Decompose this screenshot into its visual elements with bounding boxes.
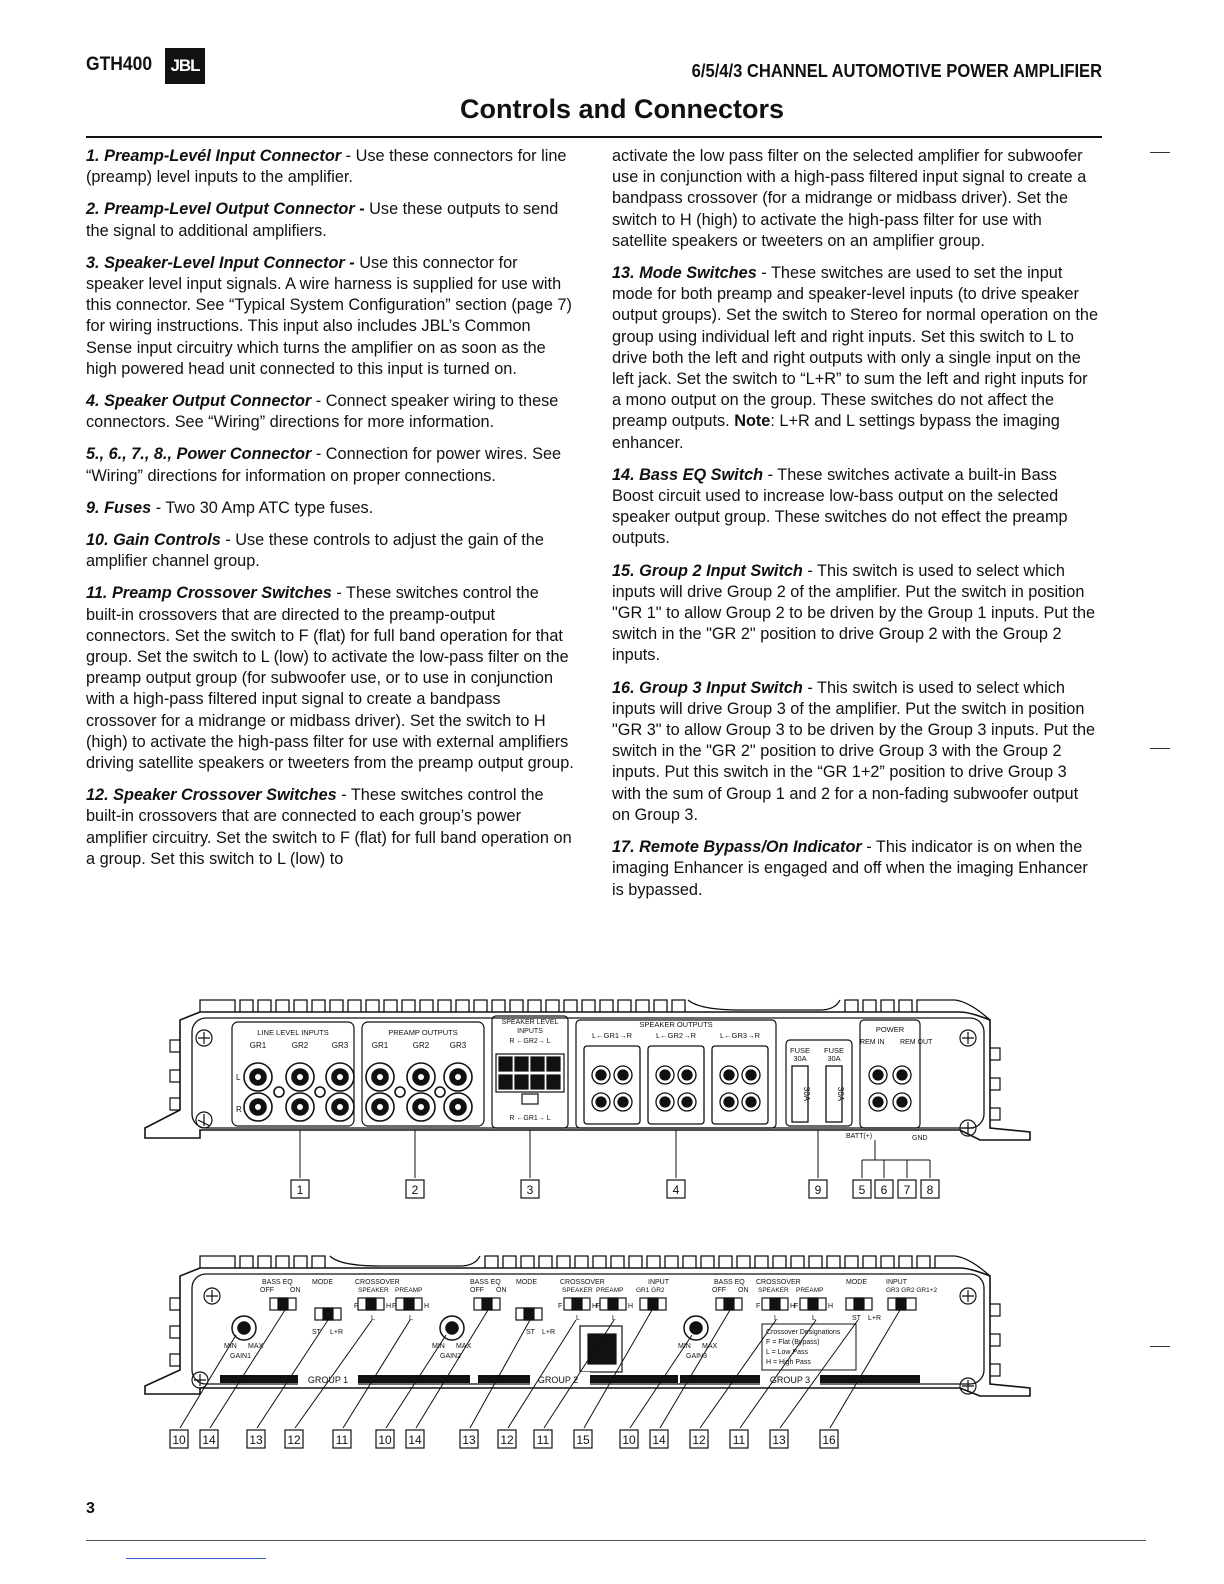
h-label: H xyxy=(790,1303,796,1310)
callout-14: 14 xyxy=(652,1433,666,1447)
off-label: OFF xyxy=(470,1287,484,1294)
item-text: - Connection for power wires. See “Wiring” directions for information on proper connections. xyxy=(86,445,562,485)
callout-11: 11 xyxy=(732,1433,746,1447)
legend-line: H = High Pass xyxy=(766,1359,811,1366)
item-title: 16. Group 3 Input Switch xyxy=(612,678,803,697)
f-label: F xyxy=(756,1303,761,1310)
speaker-label: SPEAKER xyxy=(358,1287,389,1294)
item-text: - This switch is used to select which inputs will drive Group 2 of the amplifier. Put the switch in position "GR 1" to allow Group 2 to be driven by the Group 1 inputs. Put the switch in the "GR 2" position to drive Group 2 with the Group 2 inputs. xyxy=(612,561,1096,665)
edge-mark xyxy=(1150,1346,1170,1347)
description-item xyxy=(612,146,1100,252)
footer-rule xyxy=(86,1540,1146,1541)
left-column xyxy=(86,146,574,881)
h-label: H xyxy=(628,1303,634,1310)
gr1gr2-label: GR1 GR2 xyxy=(636,1287,665,1294)
description-item xyxy=(86,498,574,519)
item-text: - These switches activate a built-in Bass Boost circuit used to increase low-bass output on the selected speaker output group. These switches do not effect the preamp outputs. xyxy=(612,465,1068,548)
f-label: F xyxy=(558,1303,563,1310)
page-number: 3 xyxy=(86,1500,95,1517)
st-label: ST xyxy=(852,1315,861,1322)
mode-label: MODE xyxy=(312,1279,333,1286)
speaker-label: SPEAKER xyxy=(758,1287,789,1294)
group3-label: GROUP 3 xyxy=(769,1375,811,1385)
bass-eq-label: BASS EQ xyxy=(714,1279,745,1286)
lr-label: L+R xyxy=(330,1329,344,1336)
callout-leaders xyxy=(180,1310,900,1428)
description-item xyxy=(612,263,1100,454)
fuse-label: FUSE xyxy=(823,1046,845,1055)
item-title: 14. Bass EQ Switch xyxy=(612,465,764,484)
legend-line: Crossover Designations xyxy=(766,1329,841,1336)
heatsink-fins-top xyxy=(200,1000,990,1020)
gain2-label: GAIN2 xyxy=(440,1353,462,1360)
gr2-label: GR2 xyxy=(291,1041,309,1050)
f-label: F xyxy=(794,1303,799,1310)
footer-rule-blue xyxy=(126,1558,266,1559)
fuse-value: 30A xyxy=(802,1086,811,1102)
callout-5: 5 xyxy=(858,1183,866,1197)
description-item xyxy=(86,391,574,433)
gr1-arrow-label: R ←GR1→ L xyxy=(509,1115,551,1122)
callout-12: 12 xyxy=(500,1433,514,1447)
description-item xyxy=(612,837,1100,901)
callout-6: 6 xyxy=(880,1183,888,1197)
callout-1: 1 xyxy=(296,1183,304,1197)
callout-14: 14 xyxy=(202,1433,216,1447)
item-text: - These switches are used to set the input mode for both preamp and speaker-level inputs (to drive speaker output groups). Set the switch to Stereo for normal operation on the group using individual left and right inputs. Set this switch to L to drive both the left and right outputs with only a single input on the left jack. Set the switch to “L+R” to sum the left and right inputs for a mono output on the group. These switches do not affect the preamp outputs. xyxy=(612,264,1099,431)
callout-13: 13 xyxy=(462,1433,476,1447)
description-item xyxy=(86,199,574,241)
f-label: F xyxy=(354,1303,359,1310)
gain3-label: GAIN3 xyxy=(686,1353,708,1360)
crossover-legend xyxy=(762,1324,856,1370)
left-channel-label: L xyxy=(236,1073,241,1082)
switch-icon xyxy=(270,1298,422,1320)
gnd-label: GND xyxy=(912,1135,928,1142)
power-label: POWER xyxy=(875,1025,905,1034)
min-label: MIN xyxy=(678,1343,691,1350)
item-text: - Use these connectors for line (preamp) level inputs to the amplifier. xyxy=(86,147,567,187)
so-gr2-label: L←GR2→R xyxy=(655,1031,697,1040)
description-item xyxy=(86,583,574,774)
jbl-logo: JBL xyxy=(165,48,205,84)
callout-4: 4 xyxy=(672,1183,680,1197)
heatsink-fins-bottom xyxy=(200,1256,990,1276)
crossover-label: CROSSOVER xyxy=(756,1279,801,1286)
l-label: L xyxy=(812,1315,816,1322)
gr3-label: GR3 xyxy=(331,1041,349,1050)
callout-11: 11 xyxy=(335,1433,349,1447)
edge-mark xyxy=(1150,152,1170,153)
rem-out-label: REM OUT xyxy=(900,1039,933,1046)
switch-icon xyxy=(474,1298,666,1320)
bottom-callouts xyxy=(170,1430,838,1448)
item-title: 17. Remote Bypass/On Indicator xyxy=(612,838,862,857)
crossover-label: CROSSOVER xyxy=(355,1279,400,1286)
description-item xyxy=(612,465,1100,550)
item-title: 1. Preamp-Levél Input Connector xyxy=(86,147,342,165)
off-label: OFF xyxy=(260,1287,274,1294)
callout-10: 10 xyxy=(378,1433,392,1447)
h-label: H xyxy=(828,1303,834,1310)
description-item xyxy=(86,146,574,188)
switch-icon xyxy=(716,1298,916,1310)
so-gr3-label: L←GR3→R xyxy=(719,1031,761,1040)
max-label: MAX xyxy=(456,1343,472,1350)
description-item xyxy=(612,678,1100,826)
st-label: ST xyxy=(312,1329,321,1336)
gr1-label: GR1 xyxy=(249,1041,267,1050)
image-enhancer-indicator xyxy=(580,1326,622,1372)
callout-12: 12 xyxy=(692,1433,706,1447)
h-label: H xyxy=(592,1303,598,1310)
preamp-label: PREAMP xyxy=(796,1287,824,1294)
on-label: ON xyxy=(496,1287,507,1294)
callout-10: 10 xyxy=(622,1433,636,1447)
item-text: Use these outputs to send the signal to additional amplifiers. xyxy=(86,200,559,240)
title-rule xyxy=(86,136,1102,138)
item-title: 15. Group 2 Input Switch xyxy=(612,561,803,580)
gr1-label: GR1 xyxy=(371,1041,389,1050)
line-inputs-label: LINE LEVEL INPUTS xyxy=(257,1028,329,1037)
callout-leaders xyxy=(300,1130,930,1178)
gr2-arrow-label: R ←GR2→ L xyxy=(509,1038,551,1045)
callout-11: 11 xyxy=(536,1433,550,1447)
mode-label: MODE xyxy=(516,1279,537,1286)
min-label: MIN xyxy=(432,1343,445,1350)
max-label: MAX xyxy=(702,1343,718,1350)
item-text: - Connect speaker wiring to these connectors. See “Wiring” directions for more information. xyxy=(86,392,559,432)
so-gr1-label: L←GR1→R xyxy=(591,1031,633,1040)
fuse-value: 30A xyxy=(836,1086,845,1102)
fuse-icon xyxy=(792,1066,842,1122)
description-item xyxy=(86,785,574,870)
callout-13: 13 xyxy=(249,1433,263,1447)
rem-in-label: REM IN xyxy=(860,1039,885,1046)
input-label: INPUT xyxy=(648,1279,669,1286)
item-title: 13. Mode Switches xyxy=(612,264,757,283)
description-item xyxy=(86,253,574,380)
edge-mark xyxy=(1150,748,1170,749)
item-text: - This switch is used to select which inputs will drive Group 3 of the amplifier. Put the switch in position "GR 3" to allow Group 3 to be driven by the Group 3 inputs. Put the switch in the "GR 2" position to drive Group 3 with the Group 2 inputs. Put this switch in the “GR 1+2” position to drive Group 3 with the sum of Group 1 and 2 for a non-fading subwoofer output on Group 3. xyxy=(612,678,1096,824)
legend-line: F = Flat (Bypass) xyxy=(766,1339,820,1346)
callout-12: 12 xyxy=(287,1433,301,1447)
f-label: F xyxy=(596,1303,601,1310)
legend-line: L = Low Pass xyxy=(766,1349,808,1356)
right-column xyxy=(612,146,1100,912)
callout-10: 10 xyxy=(172,1433,186,1447)
callout-7: 7 xyxy=(903,1183,911,1197)
speaker-outputs-label: SPEAKER OUTPUTS xyxy=(639,1020,713,1029)
on-label: ON xyxy=(738,1287,749,1294)
power-terminals xyxy=(869,1066,911,1111)
item-text: Use this connector for speaker level input signals. A wire harness is supplied for use with this connector. See “Typical System Configuration” section (page 7) for wiring instructions. This input also includes JBL’s Common Sense input circuitry which turns the amplifier on as soon as the high powered head unit connected to this input is turned on. xyxy=(86,253,572,378)
page-title: Controls and Connectors xyxy=(459,94,784,124)
min-label: MIN xyxy=(224,1343,237,1350)
callout-15: 15 xyxy=(576,1433,590,1447)
batt-label: BATT(+) xyxy=(846,1133,873,1140)
item-text: - Two 30 Amp ATC type fuses. xyxy=(151,498,374,517)
gain1-label: GAIN1 xyxy=(230,1353,252,1360)
item-text: - Use these controls to adjust the gain of the amplifier channel group. xyxy=(86,531,544,571)
lr-label: L+R xyxy=(868,1315,882,1322)
group1-label: GROUP 1 xyxy=(307,1375,349,1385)
fuse-label: FUSE xyxy=(789,1046,811,1055)
description-item xyxy=(86,530,574,572)
top-callouts xyxy=(291,1180,939,1198)
bass-eq-label: BASS EQ xyxy=(262,1279,293,1286)
l-label: L xyxy=(409,1315,413,1322)
callout-16: 16 xyxy=(822,1433,836,1447)
on-label: ON xyxy=(290,1287,301,1294)
item-title: 10. Gain Controls xyxy=(86,531,221,550)
group2-label: GROUP 2 xyxy=(537,1375,579,1385)
item-title: 9. Fuses xyxy=(86,498,152,517)
header-title: 6/5/4/3 CHANNEL AUTOMOTIVE POWER AMPLIFIER xyxy=(691,61,1102,81)
l-label: L xyxy=(576,1315,580,1322)
speaker-input-harness xyxy=(496,1054,564,1104)
callout-3: 3 xyxy=(526,1183,534,1197)
note-text: : L+R and L settings bypass the imaging enhancer. xyxy=(612,412,1060,452)
speaker-label: SPEAKER xyxy=(562,1287,593,1294)
rca-jacks-input xyxy=(244,1063,354,1121)
item-title: 2. Preamp-Level Output Connector - xyxy=(86,200,365,219)
l-label: L xyxy=(774,1315,778,1322)
rca-jacks-output xyxy=(366,1063,472,1121)
inputs-label: INPUTS xyxy=(517,1028,543,1035)
callout-8: 8 xyxy=(926,1183,934,1197)
item-text: - This indicator is on when the imaging Enhancer is engaged and off when the imaging Enhancer is bypassed. xyxy=(612,838,1088,899)
description-item xyxy=(612,561,1100,667)
mode-label: MODE xyxy=(846,1279,867,1286)
item-title: 5., 6., 7., 8., Power Connector xyxy=(86,445,312,464)
fuse-rating: 30A xyxy=(793,1054,807,1063)
h-label: H xyxy=(386,1303,392,1310)
gr3-label: GR3 xyxy=(449,1041,467,1050)
h-label: H xyxy=(424,1303,430,1310)
crossover-label: CROSSOVER xyxy=(560,1279,605,1286)
note-label: Note xyxy=(734,412,771,431)
gr2-label: GR2 xyxy=(412,1041,430,1050)
description-item xyxy=(86,444,574,486)
l-label: L xyxy=(612,1315,616,1322)
item-title: 11. Preamp Crossover Switches xyxy=(86,584,332,603)
gain-knob-icon xyxy=(684,1316,708,1340)
callout-14: 14 xyxy=(408,1433,422,1447)
st-label: ST xyxy=(526,1329,535,1336)
callout-9: 9 xyxy=(814,1183,822,1197)
gr3-options-label: GR3 GR2 GR1+2 xyxy=(886,1287,938,1294)
item-text: - These switches control the built-in crossovers that are connected to each group’s power amplifier circuitry. Set the switch to F (flat) for full band operation on a group. Set this switch to L (low) to xyxy=(86,786,572,868)
input-label: INPUT xyxy=(886,1279,907,1286)
gain-knob-icon xyxy=(440,1316,464,1340)
item-text: - These switches control the built-in crossovers that are directed to the preamp-output connectors. Set the switch to F (flat) for full band operation for that group. Set the switch to L (low) to activate the low-pass filter on the preamp output group (for subwoofer use, or to use in conjunction with a high-pass filtered input signal to create a bandpass crossover for a midrange or midbass driver). Set the switch to H (high) to activate the high-pass filter for use with external amplifiers driving satellite speakers or tweeters from the preamp output group. xyxy=(86,584,574,773)
speaker-terminals xyxy=(584,1046,768,1124)
header-model: GTH400 xyxy=(86,54,153,75)
fuse-rating: 30A xyxy=(827,1054,841,1063)
item-title: 12. Speaker Crossover Switches xyxy=(86,786,337,805)
bass-eq-label: BASS EQ xyxy=(470,1279,501,1286)
item-text: activate the low pass filter on the selected amplifier for subwoofer use in conjunction with a high-pass filtered input signal to create a bandpass crossover (for a midrange or midbass driver). Set the switch to H (high) to activate the high-pass filter for use with satellite speakers or tweeters on an amplifier group. xyxy=(612,147,1087,250)
preamp-label: PREAMP xyxy=(596,1287,624,1294)
bottom-panel xyxy=(145,1256,1030,1428)
f-label: F xyxy=(392,1303,397,1310)
off-label: OFF xyxy=(712,1287,726,1294)
speaker-level-label: SPEAKER LEVEL xyxy=(501,1019,559,1026)
l-label: L xyxy=(371,1315,375,1322)
max-label: MAX xyxy=(248,1343,264,1350)
amplifier-diagram xyxy=(140,990,1040,1480)
top-panel xyxy=(145,1000,1030,1178)
item-title: 3. Speaker-Level Input Connector - xyxy=(86,253,355,272)
preamp-label: PREAMP xyxy=(395,1287,423,1294)
right-channel-label: R xyxy=(236,1105,242,1114)
item-title: 4. Speaker Output Connector xyxy=(86,392,312,411)
callout-2: 2 xyxy=(411,1183,419,1197)
preamp-outputs-label: PREAMP OUTPUTS xyxy=(388,1028,458,1037)
lr-label: L+R xyxy=(542,1329,556,1336)
callout-13: 13 xyxy=(772,1433,786,1447)
